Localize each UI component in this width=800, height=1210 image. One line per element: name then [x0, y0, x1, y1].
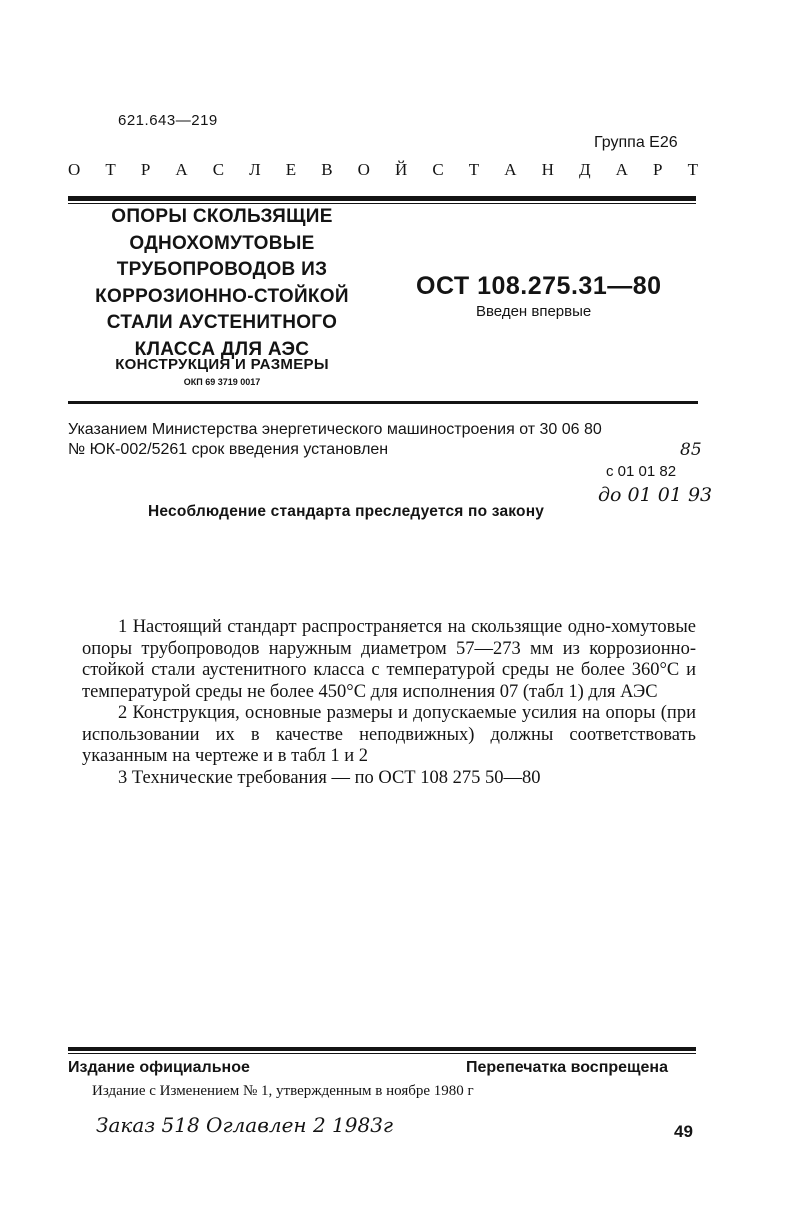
handwritten-validity: до 01 01 93	[598, 484, 713, 506]
footer-rule-thin	[68, 1053, 696, 1054]
title-line: ОПОРЫ СКОЛЬЗЯЩИЕ	[111, 206, 333, 227]
banner-letter: В	[321, 160, 333, 179]
okp-code: ОКП 69 3719 0017	[183, 377, 261, 387]
banner-letter: Т	[687, 160, 698, 179]
page-number: 49	[674, 1122, 693, 1141]
banner-letter: Р	[653, 160, 663, 179]
banner-letter: Т	[105, 160, 116, 179]
standard-number: ОСТ 108.275.31—80	[416, 272, 662, 300]
penalty-notice: Несоблюдение стандарта преследуется по закону	[148, 503, 545, 520]
footer-rule-thick	[68, 1047, 696, 1051]
udc-code: 621.643—219	[118, 112, 218, 129]
header-rule-thick	[68, 196, 696, 201]
banner-letter: С	[432, 160, 444, 179]
title-line: КОРРОЗИОННО-СТОЙКОЙ	[95, 285, 349, 307]
effective-date: с 01 01 82	[606, 463, 677, 480]
amendment-note: Издание с Изменением № 1, утвержденным в ноябре 1980 г	[92, 1083, 474, 1099]
banner-letter: Е	[285, 160, 297, 179]
group-code: Группа Е26	[594, 134, 678, 151]
banner-letter: Д	[578, 160, 591, 179]
title-line: ТРУБОПРОВОДОВ ИЗ	[116, 259, 328, 280]
banner-letter: А	[504, 160, 517, 179]
banner-letter: Л	[249, 160, 261, 179]
industry-standard-banner	[68, 160, 698, 180]
banner-letter: С	[212, 160, 225, 179]
decree-line: Указанием Министерства энергетического машиностроения от 30 06 80	[68, 421, 602, 438]
standard-body	[82, 617, 696, 789]
banner-letter: А	[175, 160, 188, 179]
banner-letter: Р	[140, 160, 151, 179]
decree-text	[68, 420, 602, 460]
document-subtitle: КОНСТРУКЦИЯ И РАЗМЕРЫ	[115, 356, 329, 373]
handwritten-year-correction: 85	[680, 440, 702, 460]
reprint-prohibited-label: Перепечатка воспрещена	[466, 1059, 668, 1076]
official-edition-label: Издание официальное	[68, 1059, 250, 1076]
clause-3: 3 Технические требования — по ОСТ 108 275 50—80	[118, 767, 541, 788]
banner-letter: Н	[541, 160, 554, 179]
introduction-note: Введен впервые	[476, 303, 592, 320]
banner-letter: О	[68, 160, 81, 179]
title-line: ОДНОХОМУТОВЫЕ	[129, 232, 315, 254]
banner-letter: А	[615, 160, 628, 179]
clause-1: 1 Настоящий стандарт распространяется на скользящие одно-хомутовые опоры трубопроводов наружным диаметром 57—273 мм из коррозионно-стойкой стали аустенитного класса с температурой среды не более 360°C и температурой среды не более 450°C для исполнения 07 (табл 1) для АЭС	[82, 617, 696, 702]
banner-letter: Т	[468, 160, 480, 179]
title-line: КЛАССА ДЛЯ АЭС	[134, 338, 310, 360]
handwritten-order-note: Заказ 518 Оглавлен 2 1983г	[96, 1113, 394, 1137]
banner-letter: О	[357, 160, 370, 179]
decree-line: № ЮК-002/5261 срок введения установлен	[68, 441, 389, 458]
clause-2: 2 Конструкция, основные размеры и допускаемые усилия на опоры (при использовании их в качестве неподвижных) должны соответствовать указанным на чертеже и в табл 1 и 2	[82, 703, 696, 766]
document-title	[72, 204, 372, 363]
banner-letter: Й	[395, 160, 408, 179]
title-rule	[68, 401, 698, 404]
title-line: СТАЛИ АУСТЕНИТНОГО	[106, 312, 338, 333]
